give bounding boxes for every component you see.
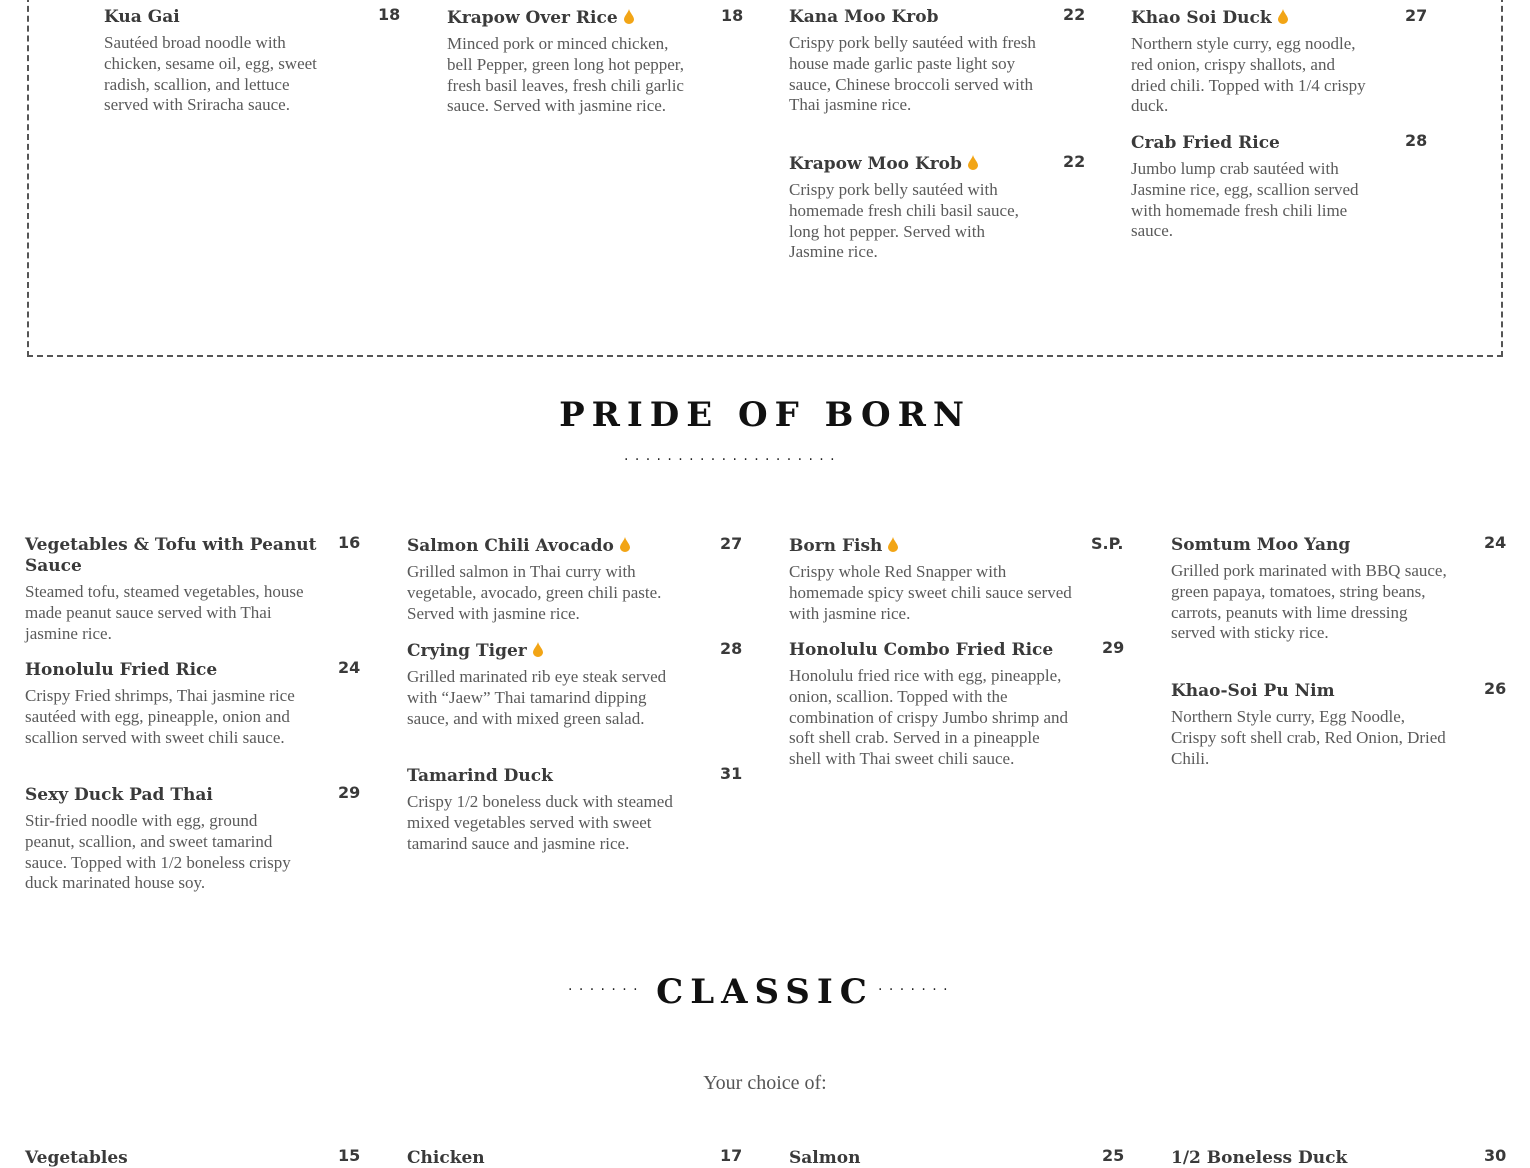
item-description: Jumbo lump crab sautéed with Jasmine rice, egg, scallion served with homemade fresh chili lime sauce.	[1131, 159, 1359, 241]
item-name: Krapow Over Rice	[447, 8, 618, 28]
item-description: Crispy pork belly sautéed with homemade fresh chili basil sauce, long hot pepper. Served with Jasmine rice.	[789, 180, 1019, 262]
menu-item	[1171, 681, 1506, 769]
item-price: 29	[1102, 638, 1125, 657]
item-description: Minced pork or minced chicken, bell Pepper, green long hot pepper, fresh basil leaves, fresh chili garlic sauce. Served with jasmine rice.	[447, 34, 685, 116]
item-name: Crying Tiger	[407, 641, 527, 661]
chili-drop-icon	[624, 9, 634, 24]
item-name: Salmon Chili Avocado	[407, 536, 614, 556]
item-name: 1/2 Boneless Duck	[1171, 1148, 1348, 1168]
item-name: Krapow Moo Krob	[789, 154, 962, 174]
item-name: Khao-Soi Pu Nim	[1171, 681, 1335, 701]
item-price: 28	[720, 639, 743, 658]
item-price: 25	[1102, 1146, 1125, 1165]
item-price: 18	[378, 5, 401, 24]
section-title-classic: CLASSIC	[656, 972, 874, 1012]
menu-item	[407, 536, 742, 624]
menu-item	[25, 785, 360, 894]
item-price: 26	[1484, 679, 1507, 698]
menu-item	[1131, 133, 1427, 242]
chili-drop-icon	[1278, 9, 1288, 24]
menu-item	[789, 7, 1085, 116]
item-description: Crispy whole Red Snapper with homemade spicy sweet chili sauce served with jasmine rice.	[789, 562, 1072, 623]
item-price: 30	[1484, 1146, 1507, 1165]
item-name: Crab Fried Rice	[1131, 133, 1280, 153]
item-price: S.P.	[1091, 534, 1124, 553]
item-price: 28	[1405, 131, 1428, 150]
menu-item	[789, 1148, 1124, 1168]
item-name: Kana Moo Krob	[789, 7, 939, 27]
item-name: Honolulu Combo Fried Rice	[789, 640, 1054, 660]
item-name: Sexy Duck Pad Thai	[25, 785, 213, 805]
title-dots-right: .......	[878, 978, 954, 994]
item-description: Honolulu fried rice with egg, pineapple, onion, scallion. Topped with the combination of crispy Jumbo shrimp and soft shell crab. Served in a pineapple shell with Thai sweet chili sauce.	[789, 666, 1069, 769]
item-description: Crispy Fried shrimps, Thai jasmine rice sautéed with egg, pineapple, onion and scallion served with sweet chili sauce.	[25, 686, 295, 747]
menu-item	[1171, 535, 1506, 644]
item-description: Stir-fried noodle with egg, ground peanut, scallion, and sweet tamarind sauce. Topped with 1/2 boneless crispy duck marinated house soy.	[25, 811, 291, 893]
item-price: 31	[720, 764, 743, 783]
menu-item	[1131, 8, 1427, 117]
item-description: Crispy 1/2 boneless duck with steamed mixed vegetables served with sweet tamarind sauce and jasmine rice.	[407, 792, 673, 853]
menu-item	[789, 536, 1124, 624]
title-dots-left: .......	[568, 978, 644, 994]
chili-drop-icon	[620, 537, 630, 552]
menu-item	[104, 7, 400, 116]
item-price: 18	[721, 6, 744, 25]
item-name: Chicken	[407, 1148, 485, 1168]
item-name: Born Fish	[789, 536, 883, 556]
title-divider-dots: ....................	[624, 448, 842, 464]
item-price: 29	[338, 783, 361, 802]
classic-subtitle: Your choice of:	[703, 1072, 827, 1094]
item-description: Grilled salmon in Thai curry with vegetable, avocado, green chili paste. Served with jasmine rice.	[407, 562, 662, 623]
menu-item	[447, 8, 743, 117]
item-name: Tamarind Duck	[407, 766, 553, 786]
item-name: Vegetables	[25, 1148, 128, 1168]
item-price: 22	[1063, 152, 1086, 171]
item-price: 15	[338, 1146, 361, 1165]
item-price: 27	[1405, 6, 1428, 25]
menu-item	[25, 660, 360, 748]
item-description: Northern Style curry, Egg Noodle, Crispy soft shell crab, Red Onion, Dried Chili.	[1171, 707, 1446, 768]
item-price: 24	[338, 658, 361, 677]
item-price: 27	[720, 534, 743, 553]
chili-drop-icon	[533, 642, 543, 657]
menu-item	[407, 641, 742, 729]
menu-item	[789, 640, 1124, 770]
menu-item	[407, 1148, 742, 1168]
item-name: Khao Soi Duck	[1131, 8, 1272, 28]
section-title-pride-of-born: PRIDE OF BORN	[559, 395, 971, 435]
item-name: Salmon	[789, 1148, 861, 1168]
item-description: Sautéed broad noodle with chicken, sesame oil, egg, sweet radish, scallion, and lettuce served with Sriracha sauce.	[104, 33, 317, 115]
menu-item	[1171, 1148, 1506, 1168]
menu-item	[25, 535, 360, 644]
chili-drop-icon	[888, 537, 898, 552]
item-price: 17	[720, 1146, 743, 1165]
item-description: Steamed tofu, steamed vegetables, house made peanut sauce served with Thai jasmine rice.	[25, 582, 304, 643]
menu-item	[407, 766, 742, 854]
item-price: 16	[338, 533, 361, 552]
item-name: Honolulu Fried Rice	[25, 660, 218, 680]
item-price: 22	[1063, 5, 1086, 24]
item-description: Grilled pork marinated with BBQ sauce, green papaya, tomatoes, string beans, carrots, peanuts with lime dressing served with sticky rice.	[1171, 561, 1447, 643]
item-description: Northern style curry, egg noodle, red onion, crispy shallots, and dried chili. Topped with 1/4 crispy duck.	[1131, 34, 1366, 116]
item-name: Somtum Moo Yang	[1171, 535, 1351, 555]
menu-item	[789, 154, 1085, 263]
item-description: Crispy pork belly sautéed with fresh house made garlic paste light soy sauce, Chinese broccoli served with Thai jasmine rice.	[789, 33, 1036, 115]
item-description: Grilled marinated rib eye steak served with “Jaew” Thai tamarind dipping sauce, and with mixed green salad.	[407, 667, 667, 728]
item-name: Vegetables & Tofu with Peanut Sauce	[25, 535, 317, 576]
chili-drop-icon	[968, 155, 978, 170]
menu-item	[25, 1148, 360, 1168]
item-price: 24	[1484, 533, 1507, 552]
item-name: Kua Gai	[104, 7, 180, 27]
